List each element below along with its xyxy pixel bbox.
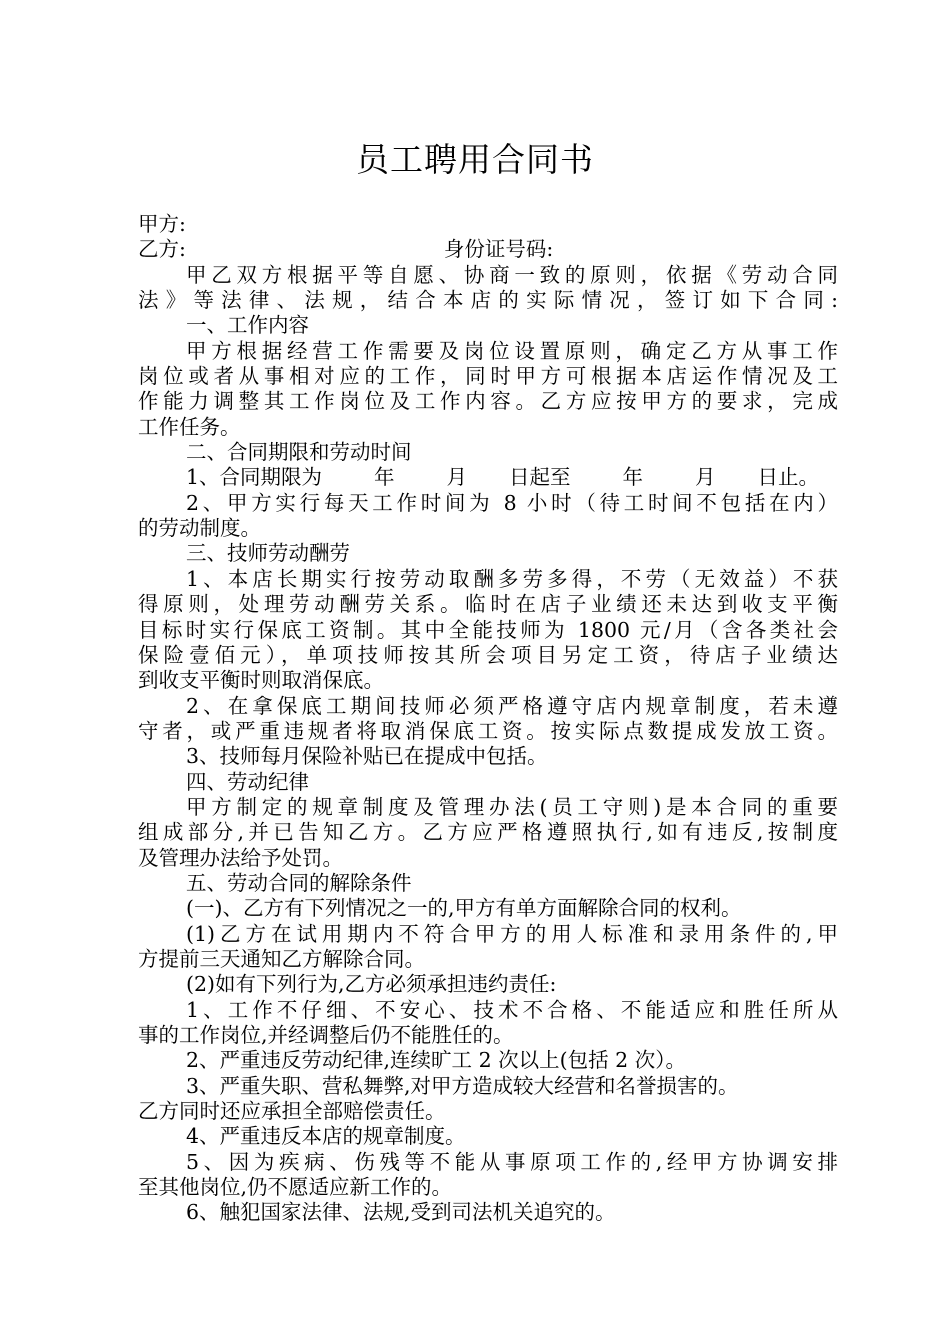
party-b-label: 乙方: — [138, 237, 186, 262]
document-body — [138, 212, 838, 1226]
paragraph-line: 守者，或严重违规者将取消保底工资。按实际点数提成发放工资。 — [138, 718, 838, 743]
paragraph-line: 1、工作不仔细、不安心、技术不合格、不能适应和胜任所从 — [186, 997, 838, 1022]
party-a-label: 甲方: — [138, 212, 186, 236]
section-heading: 二、合同期限和劳动时间 — [186, 440, 412, 465]
paragraph-line: 事的工作岗位,并经调整后仍不能胜任的。 — [138, 1023, 514, 1047]
term-year-start: 年 — [374, 465, 395, 490]
section-heading: 一、工作内容 — [186, 313, 309, 338]
paragraph-line: 2、在拿保底工期间技师必须严格遵守店内规章制度，若未遵 — [186, 693, 838, 718]
paragraph-line: 至其他岗位,仍不愿适应新工作的。 — [138, 1175, 453, 1200]
paragraph-line: 目标时实行保底工资制。其中全能技师为 1800 元/月（含各类社会 — [138, 617, 838, 642]
id-number-label: 身份证号码: — [443, 237, 554, 262]
paragraph-line: 保险壹佰元），单项技师按其所会项目另定工资，待店子业绩达 — [138, 642, 838, 667]
paragraph-line: 及管理办法给予处罚。 — [138, 845, 343, 870]
section-heading: 四、劳动纪律 — [186, 769, 309, 794]
paragraph-line: 到收支平衡时则取消保底。 — [138, 668, 384, 693]
paragraph-line: 乙方同时还应承担全部赔偿责任。 — [138, 1099, 446, 1124]
section-heading: 三、技师劳动酬劳 — [186, 541, 350, 566]
term-day-end: 日止。 — [757, 465, 820, 490]
paragraph-line: 2、严重违反劳动纪律,连续旷工 2 次以上(包括 2 次）。 — [186, 1048, 686, 1073]
contract-term-line — [138, 465, 838, 490]
paragraph-line: 甲乙双方根据平等自愿、协商一致的原则，依据《劳动合同 — [186, 262, 838, 287]
term-month-end: 月 — [695, 465, 716, 490]
paragraph-line: 组成部分,并已告知乙方。乙方应严格遵照执行,如有违反,按制度 — [138, 820, 838, 845]
paragraph-line: 6、触犯国家法律、法规,受到司法机关追究的。 — [186, 1200, 616, 1225]
paragraph-line: 3、技师每月保险补贴已在提成中包括。 — [186, 744, 548, 769]
paragraph-line: (一)、乙方有下列情况之一的,甲方有单方面解除合同的权利。 — [186, 896, 742, 921]
paragraph-line: 2、甲方实行每天工作时间为 8 小时（待工时间不包括在内） — [186, 490, 838, 515]
paragraph-line: 3、严重失职、营私舞弊,对甲方造成较大经营和名誉损害的。 — [186, 1073, 739, 1098]
term-lead: 1、合同期限为 — [186, 465, 323, 490]
document-title: 员工聘用合同书 — [356, 140, 594, 179]
paragraph-line: 甲方根据经营工作需要及岗位设置原则，确定乙方从事工作 — [186, 338, 838, 363]
party-a-line — [138, 212, 838, 237]
paragraph-line: 甲方制定的规章制度及管理办法(员工守则)是本合同的重要 — [186, 794, 838, 819]
party-b-line — [138, 237, 838, 262]
section-heading: 五、劳动合同的解除条件 — [186, 870, 412, 895]
paragraph-line: 岗位或者从事相对应的工作，同时甲方可根据本店运作情况及工 — [138, 364, 838, 389]
paragraph-line: 的劳动制度。 — [138, 516, 261, 541]
paragraph-line: 得原则，处理劳动酬劳关系。临时在店子业绩还未达到收支平衡 — [138, 592, 838, 617]
paragraph-line: (2)如有下列行为,乙方必须承担违约责任: — [186, 972, 557, 997]
paragraph-line: 法》等法律、法规，结合本店的实际情况，签订如下合同: — [138, 288, 838, 313]
paragraph-line: 4、严重违反本店的规章制度。 — [186, 1124, 466, 1149]
paragraph-line: 1、本店长期实行按劳动取酬多劳多得，不劳（无效益）不获 — [186, 566, 838, 591]
paragraph-line: 方提前三天通知乙方解除合同。 — [138, 946, 425, 971]
paragraph-line: 工作任务。 — [138, 414, 241, 439]
term-year-end: 年 — [622, 465, 644, 490]
paragraph-line: 作能力调整其工作岗位及工作内容。乙方应按甲方的要求，完成 — [138, 389, 838, 414]
paragraph-line: 5、因为疾病、伤残等不能从事原项工作的,经甲方协调安排 — [186, 1149, 838, 1174]
term-day-start: 日起至 — [509, 465, 571, 490]
paragraph-line: (1)乙方在试用期内不符合甲方的用人标准和录用条件的,甲 — [186, 921, 838, 946]
term-month-start: 月 — [446, 465, 468, 490]
